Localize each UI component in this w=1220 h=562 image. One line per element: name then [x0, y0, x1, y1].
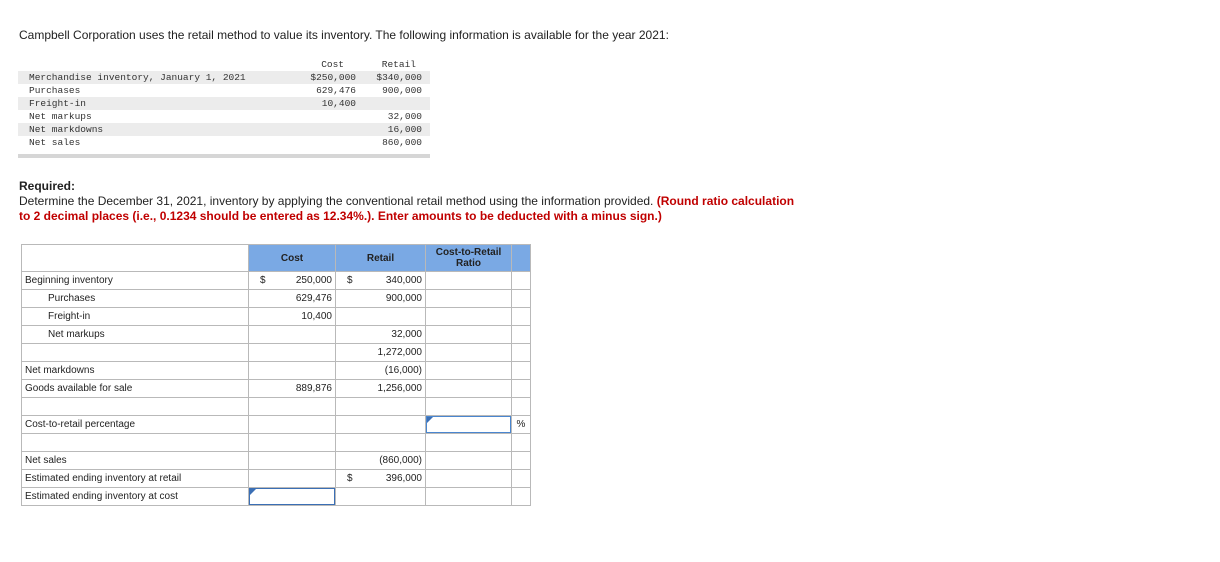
- worksheet-header-corner: [22, 245, 249, 272]
- given-row-cost: $250,000: [310, 72, 356, 83]
- table-row: [22, 434, 531, 452]
- worksheet-header-retail: Retail: [336, 245, 426, 272]
- table-row: [22, 326, 531, 344]
- row-label-beginning-inventory: Beginning inventory: [22, 272, 249, 290]
- row-label-markups-cell: [22, 326, 249, 344]
- table-row: [22, 308, 531, 326]
- row-label-net-markdowns: Net markdowns: [22, 362, 249, 380]
- row-label-net-markups: Net markups: [48, 329, 105, 340]
- ratio-cell: [426, 362, 512, 380]
- dollar-sign: $: [347, 473, 353, 484]
- given-row-cost: 629,476: [316, 85, 356, 96]
- given-row: [18, 123, 430, 136]
- cost-to-retail-ratio-input[interactable]: [426, 416, 511, 433]
- unit-cell: [512, 308, 531, 326]
- dollar-sign: $: [260, 275, 266, 286]
- table-row: [22, 290, 531, 308]
- retail-cell: [336, 398, 426, 416]
- given-row: [18, 71, 430, 84]
- ratio-header-line1: Cost-to-Retail: [435, 247, 502, 258]
- retail-method-worksheet: [21, 244, 531, 506]
- row-label-est-ending-retail: Estimated ending inventory at retail: [22, 470, 249, 488]
- percent-unit: %: [512, 416, 531, 434]
- table-row: [22, 416, 531, 434]
- retail-value: 396,000: [385, 473, 422, 484]
- cost-net-markdowns: [249, 362, 336, 380]
- cost-freight-in: 10,400: [249, 308, 336, 326]
- retail-net-sales: (860,000): [336, 452, 426, 470]
- given-row-cost: 10,400: [321, 98, 356, 109]
- unit-cell: [512, 362, 531, 380]
- given-row: [18, 97, 430, 110]
- row-label-blank: [22, 398, 249, 416]
- retail-goods-available: 1,256,000: [336, 380, 426, 398]
- cost-net-markups: [249, 326, 336, 344]
- table-row: [22, 272, 531, 290]
- row-label-purchases: Purchases: [48, 293, 96, 304]
- given-row-label: Merchandise inventory, January 1, 2021: [29, 72, 246, 83]
- given-header-cost: Cost: [321, 59, 344, 70]
- given-header: [18, 58, 430, 71]
- retail-cell: [336, 488, 426, 506]
- worksheet-header-row: [22, 245, 531, 272]
- ratio-cell: [426, 398, 512, 416]
- given-row-label: Purchases: [29, 85, 81, 96]
- unit-cell: [512, 380, 531, 398]
- ratio-cell: [426, 380, 512, 398]
- retail-cell: [336, 416, 426, 434]
- retail-purchases: 900,000: [336, 290, 426, 308]
- given-row-label: Net markups: [29, 111, 92, 122]
- worksheet-header-unit: [512, 245, 531, 272]
- ratio-header-line2: Ratio: [456, 258, 481, 269]
- cost-cell: [249, 398, 336, 416]
- table-row: [22, 452, 531, 470]
- ratio-cell: [426, 344, 512, 362]
- cost-est-ending-retail: [249, 470, 336, 488]
- unit-cell: [512, 434, 531, 452]
- ratio-cell: [426, 290, 512, 308]
- required-title: Required:: [19, 179, 76, 193]
- row-label-net-sales: Net sales: [22, 452, 249, 470]
- retail-value: 340,000: [385, 275, 422, 286]
- row-label-freight-in: Freight-in: [48, 311, 91, 322]
- unit-cell: [512, 488, 531, 506]
- given-row: [18, 136, 430, 149]
- cost-net-sales: [249, 452, 336, 470]
- table-row: [22, 362, 531, 380]
- cost-to-retail-ratio-input-cell: [426, 416, 512, 434]
- given-row-label: Net sales: [29, 137, 81, 148]
- ratio-cell: [426, 326, 512, 344]
- required-instructions: [19, 194, 799, 224]
- cost-value: 250,000: [295, 275, 332, 286]
- given-bottom-rule: [18, 154, 430, 158]
- dollar-sign: $: [347, 275, 353, 286]
- input-flag-icon: [250, 489, 256, 495]
- row-label-purchases-cell: [22, 290, 249, 308]
- given-row-retail: 860,000: [382, 137, 422, 148]
- ratio-cell: [426, 434, 512, 452]
- unit-cell: [512, 398, 531, 416]
- cost-cell: [249, 416, 336, 434]
- unit-cell: [512, 344, 531, 362]
- retail-cell: [336, 434, 426, 452]
- given-row-label: Net markdowns: [29, 124, 104, 135]
- row-label-goods-available: Goods available for sale: [22, 380, 249, 398]
- given-row: [18, 84, 430, 97]
- required-note: (Round ratio calculation to 2 decimal places (i.e., 0.1234 should be entered as 12.34%.). Enter amounts to be deducted with a minus sign.): [19, 194, 795, 223]
- required-text: Determine the December 31, 2021, inventory by applying the conventional retail method using the information provided.: [19, 194, 654, 208]
- row-label-cost-to-retail: Cost-to-retail percentage: [22, 416, 249, 434]
- table-row: [22, 470, 531, 488]
- given-data-table: [18, 58, 430, 158]
- table-row: [22, 488, 531, 506]
- est-ending-cost-input[interactable]: [249, 488, 335, 505]
- given-row-retail: 900,000: [382, 85, 422, 96]
- row-label-freight-cell: [22, 308, 249, 326]
- given-row-retail: $340,000: [376, 72, 422, 83]
- cost-goods-available: 889,876: [249, 380, 336, 398]
- problem-intro: Campbell Corporation uses the retail method to value its inventory. The following information is available for the year 2021:: [19, 28, 669, 42]
- unit-cell: [512, 290, 531, 308]
- unit-cell: [512, 470, 531, 488]
- retail-subtotal: 1,272,000: [336, 344, 426, 362]
- cost-cell: [249, 434, 336, 452]
- given-row: [18, 110, 430, 123]
- table-row: [22, 380, 531, 398]
- cost-subtotal: [249, 344, 336, 362]
- cost-beginning-inventory: [249, 272, 336, 290]
- retail-est-ending-retail: [336, 470, 426, 488]
- row-label-est-ending-cost: Estimated ending inventory at cost: [22, 488, 249, 506]
- retail-freight-in: [336, 308, 426, 326]
- table-row: [22, 344, 531, 362]
- cost-purchases: 629,476: [249, 290, 336, 308]
- row-label-blank: [22, 434, 249, 452]
- est-ending-cost-input-cell: [249, 488, 336, 506]
- retail-net-markups: 32,000: [336, 326, 426, 344]
- input-flag-icon: [427, 417, 433, 423]
- retail-net-markdowns: (16,000): [336, 362, 426, 380]
- ratio-cell: [426, 452, 512, 470]
- unit-cell: [512, 452, 531, 470]
- row-label-subtotal: [22, 344, 249, 362]
- ratio-cell: [426, 470, 512, 488]
- given-row-label: Freight-in: [29, 98, 87, 109]
- unit-cell: [512, 326, 531, 344]
- given-header-retail: Retail: [381, 59, 416, 70]
- given-row-retail: 16,000: [387, 124, 422, 135]
- table-row: [22, 398, 531, 416]
- retail-beginning-inventory: [336, 272, 426, 290]
- ratio-cell: [426, 488, 512, 506]
- worksheet-header-cost: Cost: [249, 245, 336, 272]
- unit-cell: [512, 272, 531, 290]
- worksheet-header-ratio: [426, 245, 512, 272]
- given-row-retail: 32,000: [387, 111, 422, 122]
- ratio-cell: [426, 272, 512, 290]
- ratio-cell: [426, 308, 512, 326]
